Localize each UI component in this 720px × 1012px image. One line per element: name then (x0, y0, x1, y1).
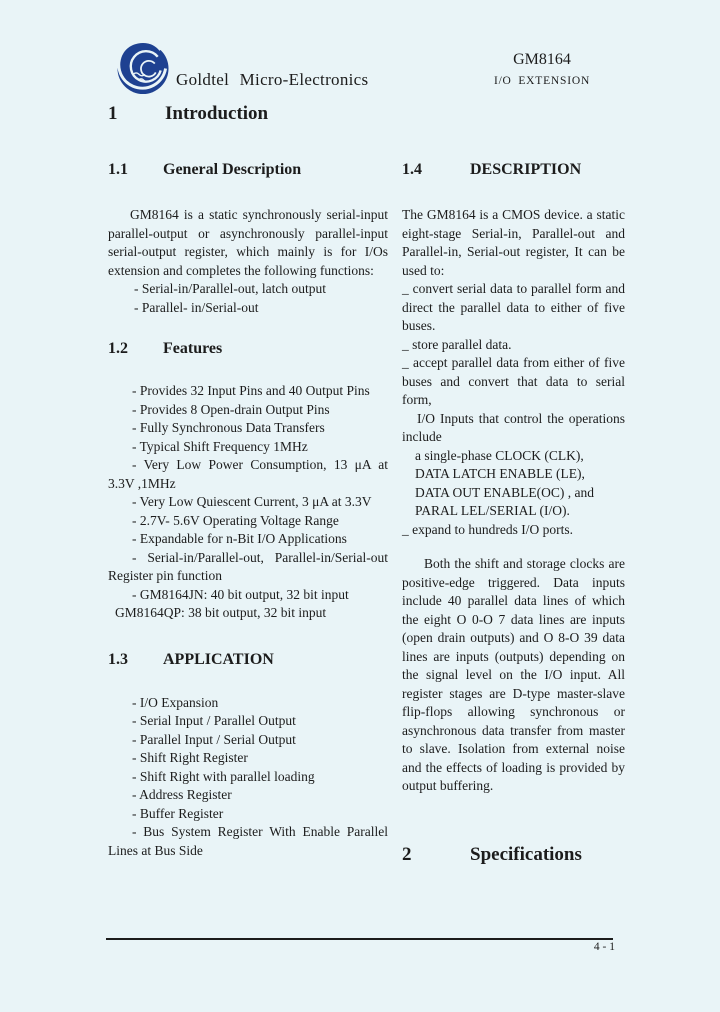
heading-application (108, 650, 388, 670)
io-inputs-intro: I/O Inputs that control the operations include (402, 410, 625, 444)
document-subtitle: I/O EXTENSION (493, 75, 591, 87)
heading-general-description (108, 160, 388, 180)
list-item: - Parallel- in/Serial-out (134, 299, 259, 315)
right-column (402, 160, 625, 866)
list-item: - Expandable for n-Bit I/O Applications (132, 531, 347, 546)
company-name: Goldtel Micro-Electronics (176, 70, 369, 89)
heading-title: General Description (163, 161, 302, 178)
footer-rule (106, 938, 613, 940)
two-column-layout (108, 160, 625, 866)
heading-introduction (108, 103, 268, 125)
list-item: - Serial Input / Parallel Output (132, 713, 296, 728)
list-item: - Provides 32 Input Pins and 40 Output Pins (132, 383, 370, 398)
list-item: - Provides 8 Open-drain Output Pins (132, 401, 330, 417)
list-item: - Serial-in/Parallel-out, latch output (134, 281, 326, 296)
heading-number: 1.1 (108, 161, 128, 178)
heading-features (108, 339, 388, 359)
list-item: _ convert serial data to parallel form and direct the parallel data to either of five buses. (402, 281, 625, 333)
list-item: - Typical Shift Frequency 1MHz (132, 438, 308, 454)
application-list (108, 694, 388, 861)
part-number: GM8164 (513, 51, 571, 68)
description-bullet-list (402, 280, 625, 410)
heading-number: 1.3 (108, 650, 128, 668)
list-item: - Buffer Register (132, 805, 224, 821)
description-paragraph-1: The GM8164 is a CMOS device. a static eight-stage Serial-in, Parallel-out and Parallel-in, Serial-out register, It can be used to: (402, 207, 625, 278)
io-inputs-list (402, 447, 625, 521)
heading-description (402, 160, 625, 180)
list-item: - GM8164JN: 40 bit output, 32 bit input (132, 586, 349, 602)
heading-number: 1 (108, 103, 118, 124)
list-item: - Bus System Register With Enable Parallel Lines at Bus Side (108, 824, 388, 858)
general-description-paragraph: GM8164 is a static synchronously serial-input parallel-output or asynchronously parallel-input serial-output register, which mainly is for I/Os extension and completes the following functions: (108, 207, 388, 278)
description-expand-line: _ expand to hundreds I/O ports. (402, 521, 573, 537)
list-item: PARAL LEL/SERIAL (I/O). (415, 503, 570, 518)
list-item: - 2.7V- 5.6V Operating Voltage Range (132, 512, 339, 528)
heading-number: 1.4 (402, 161, 422, 178)
list-item: _ store parallel data. (402, 336, 512, 352)
list-item: - Fully Synchronous Data Transfers (132, 420, 325, 435)
list-item: DATA OUT ENABLE(OC) , and (415, 484, 595, 500)
list-item: - Parallel Input / Serial Output (132, 731, 296, 747)
general-description-list (108, 280, 388, 317)
list-item: - Very Low Power Consumption, 13 μA at 3.3V ,1MHz (108, 457, 388, 491)
heading-number: 2 (402, 843, 412, 865)
description-paragraph-2: Both the shift and storage clocks are positive-edge triggered. Data inputs include 40 parallel data lines of which the eight O 0-O 7 data lines are inputs (open drain outputs) and O 8-O 39 data lines are inputs (outputs) depending on the signal level on the I/O input. All register stages are D-type master-slave flip-flops allowing synchronous or asynchronous data transfer from master to slave. Isolation from external noise and the effects of loading is provided by output buffering. (402, 556, 625, 793)
list-item: _ accept parallel data from either of five buses and convert that data to serial form, (402, 355, 625, 407)
list-item: a single-phase CLOCK (CLK), (415, 447, 584, 463)
list-item: - Very Low Quiescent Current, 3 μA at 3.3V (132, 494, 372, 509)
list-item: - I/O Expansion (132, 694, 219, 710)
heading-title: DESCRIPTION (470, 161, 582, 178)
list-item: - Shift Right Register (132, 750, 248, 765)
features-list (108, 382, 388, 604)
list-item: DATA LATCH ENABLE (LE), (415, 466, 585, 481)
list-item: - Serial-in/Parallel-out, Parallel-in/Serial-out Register pin function (108, 549, 388, 583)
list-item: - Shift Right with parallel loading (132, 768, 315, 784)
heading-title: APPLICATION (163, 650, 274, 668)
features-continuation-line: GM8164QP: 38 bit output, 32 bit input (115, 605, 327, 620)
heading-title: Introduction (165, 103, 269, 124)
list-item: - Address Register (132, 787, 232, 802)
company-logo-icon (116, 42, 170, 95)
heading-title: Specifications (470, 843, 582, 865)
left-column (108, 160, 388, 866)
page-number: 4 - 1 (593, 941, 615, 953)
heading-specifications (402, 844, 625, 866)
heading-title: Features (163, 340, 223, 357)
heading-number: 1.2 (108, 340, 128, 357)
